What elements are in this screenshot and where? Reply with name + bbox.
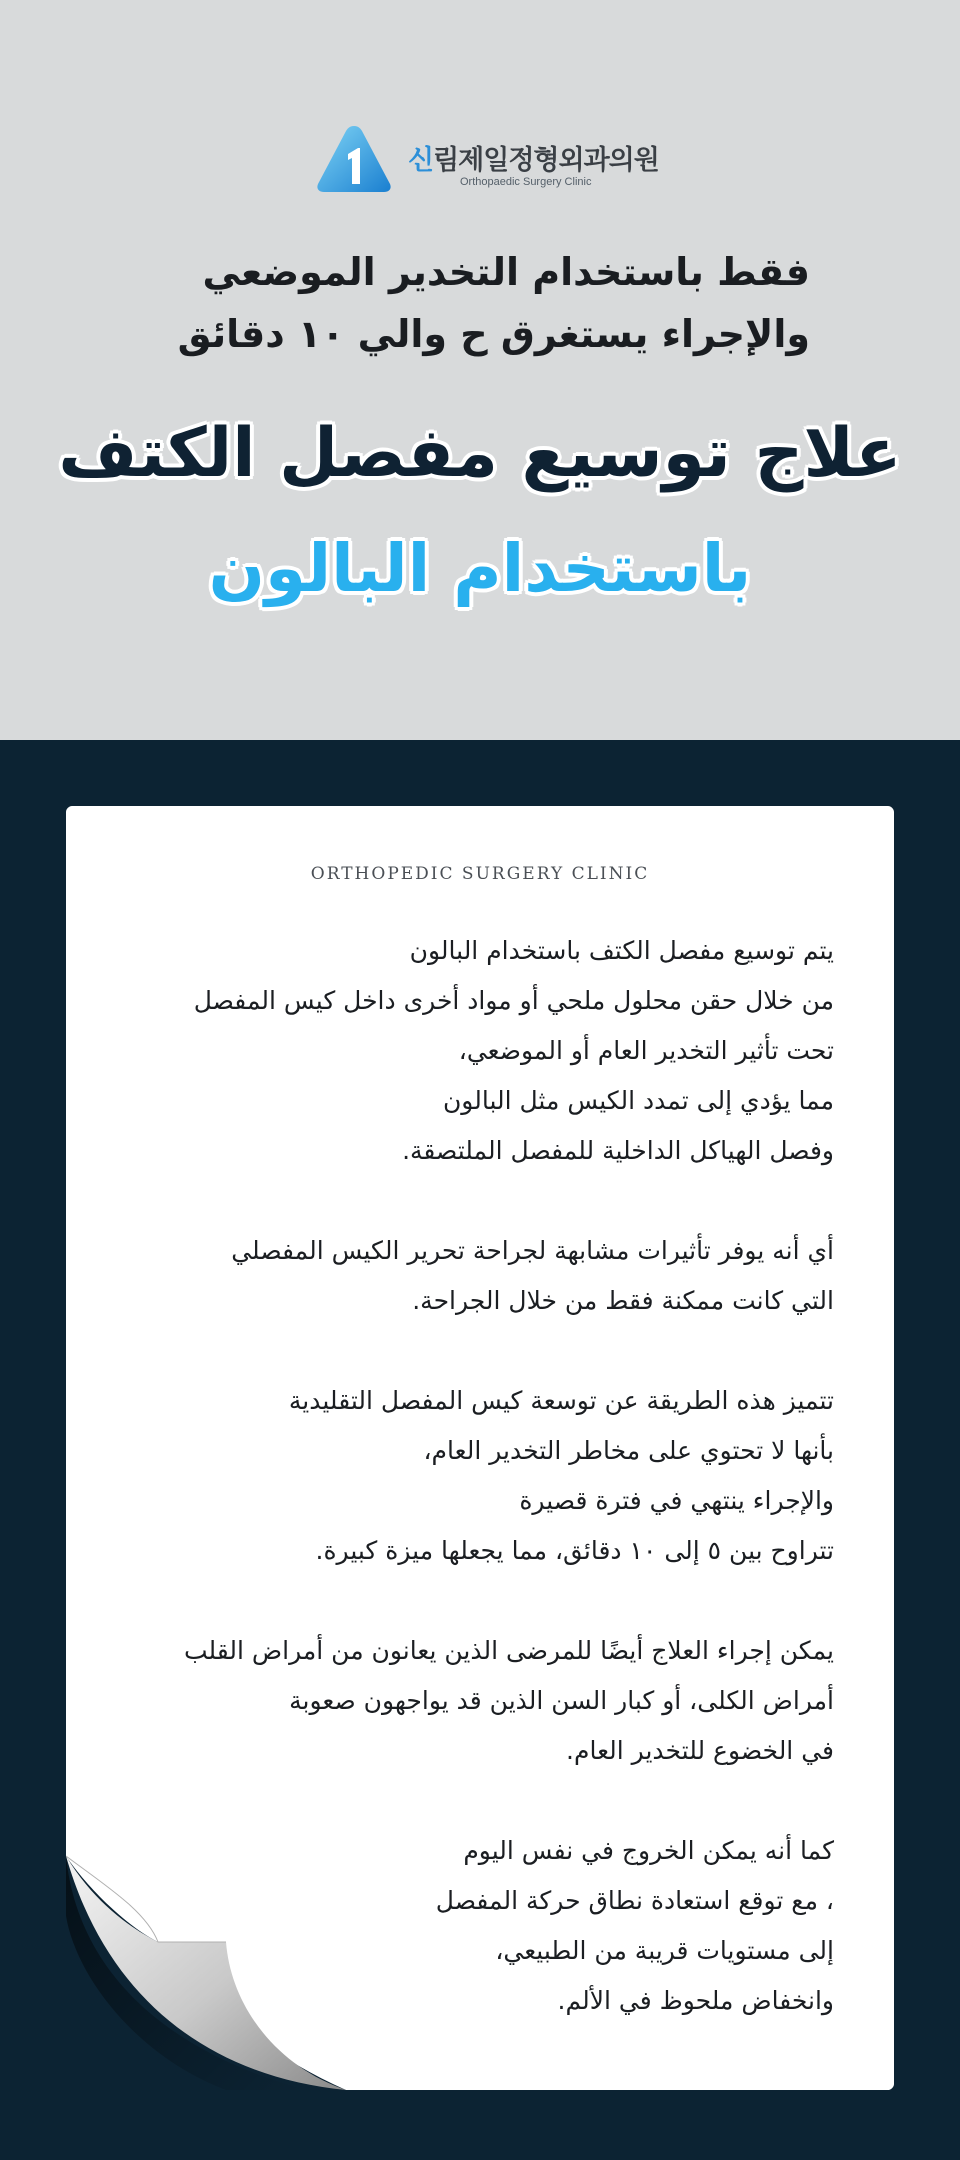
main-title: علاج توسيع مفصل الكتف xyxy=(58,414,902,493)
text-line: من خلال حقن محلول ملحي أو مواد أخرى داخل كيس المفصل xyxy=(193,986,834,1015)
subtitle-line-2: والإجراء يستغرق ح والي ١٠ دقائق xyxy=(177,312,810,356)
logo-name-rest: 림제일정형외과의원 xyxy=(433,145,659,176)
text-line: تحت تأثير التخدير العام أو الموضعي، xyxy=(458,1036,834,1065)
text-line: والإجراء ينتهي في فترة قصيرة xyxy=(519,1486,834,1515)
clinic-label: ORTHOPEDIC SURGERY CLINIC xyxy=(310,864,650,884)
subtitle-line-1: فقط باستخدام التخدير الموضعي xyxy=(202,250,810,294)
logo-first-char: 신 xyxy=(408,145,434,176)
text-line: تتراوح بين ٥ إلى ١٠ دقائق، مما يجعلها ميزة كبيرة. xyxy=(315,1536,834,1565)
header-banner xyxy=(0,0,960,740)
paragraph xyxy=(114,1226,834,1326)
text-line: مما يؤدي إلى تمدد الكيس مثل البالون xyxy=(442,1086,834,1115)
text-line: وانخفاض ملحوظ في الألم. xyxy=(557,1986,834,2015)
text-line: وفصل الهياكل الداخلية للمفصل الملتصقة. xyxy=(402,1136,834,1165)
text-line: كما أنه يمكن الخروج في نفس اليوم xyxy=(463,1836,834,1865)
text-line: أمراض الكلى، أو كبار السن الذين قد يواجهون صعوبة xyxy=(289,1686,834,1715)
paragraph xyxy=(114,1626,834,1776)
paragraph xyxy=(114,1376,834,1576)
logo-korean-name xyxy=(408,138,659,177)
text-line: تتميز هذه الطريقة عن توسعة كيس المفصل التقليدية xyxy=(288,1386,834,1415)
paragraph xyxy=(114,926,834,1176)
paragraph xyxy=(114,1826,834,2026)
text-line: إلى مستويات قريبة من الطبيعي، xyxy=(495,1936,834,1965)
logo-mark-icon xyxy=(316,124,392,194)
main-title-highlight: باستخدام البالون xyxy=(208,530,752,607)
article-body xyxy=(114,926,834,2076)
text-line: في الخضوع للتخدير العام. xyxy=(566,1736,834,1765)
text-line: التي كانت ممكنة فقط من خلال الجراحة. xyxy=(412,1286,834,1315)
logo-english-name: Orthopaedic Surgery Clinic xyxy=(460,176,592,188)
text-line: بأنها لا تحتوي على مخاطر التخدير العام، xyxy=(423,1436,834,1465)
text-line: يتم توسيع مفصل الكتف باستخدام البالون xyxy=(409,936,834,965)
text-line: ، مع توقع استعادة نطاق حركة المفصل xyxy=(435,1886,834,1915)
clinic-logo xyxy=(316,124,659,194)
text-line: يمكن إجراء العلاج أيضًا للمرضى الذين يعانون من أمراض القلب xyxy=(183,1636,834,1665)
text-line: أي أنه يوفر تأثيرات مشابهة لجراحة تحرير الكيس المفصلي xyxy=(231,1236,834,1265)
